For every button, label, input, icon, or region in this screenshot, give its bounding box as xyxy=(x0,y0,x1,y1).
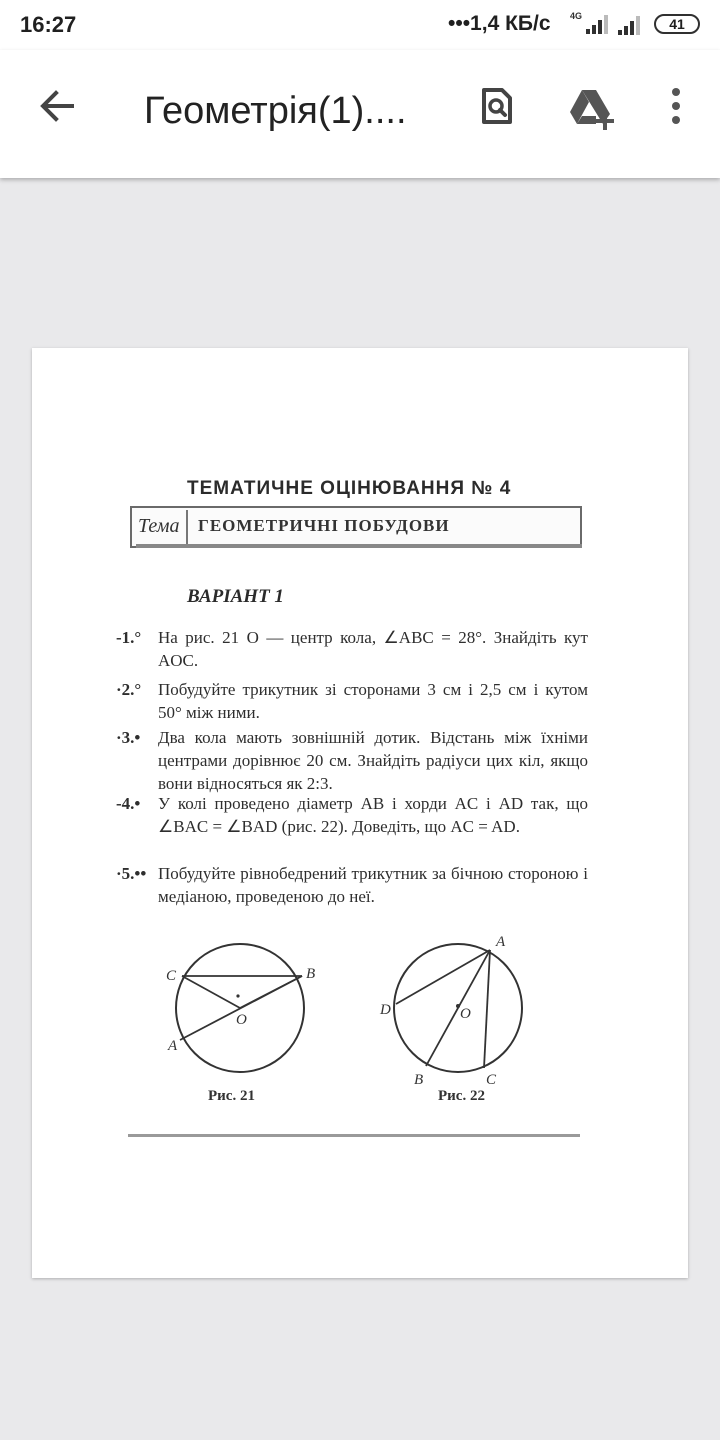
task-item xyxy=(116,792,586,861)
point-label: B xyxy=(414,1072,424,1088)
task-text: Два кола мають зовнішній дотик. Відстань між їхніми центрами дорівнює 20 см. Знайдіть радіуси цих кіл, якщо вони відносяться як 2:3. xyxy=(158,728,588,793)
task-item xyxy=(116,726,586,795)
figure-22 xyxy=(378,928,538,1088)
task-number: ·5.•• xyxy=(116,864,147,883)
variant-heading: ВАРІАНТ 1 xyxy=(187,586,284,607)
task-text: Побудуйте рівнобедрений трикутник за бічною стороною і медіаною, проведеною до неї. xyxy=(158,864,588,906)
page-heading: ТЕМАТИЧНЕ ОЦІНЮВАННЯ № 4 xyxy=(187,478,512,499)
document-title: Геометрія(1).... xyxy=(144,90,407,132)
task-number: ·3.• xyxy=(116,728,141,747)
signal-icon xyxy=(616,12,646,36)
status-network-speed: •••1,4 КБ/с xyxy=(448,12,551,35)
app-bar xyxy=(0,50,720,178)
topic-value: ГЕОМЕТРИЧНІ ПОБУДОВИ xyxy=(198,516,450,535)
signal-4g-icon xyxy=(568,10,610,36)
topic-box-shadow xyxy=(136,544,582,548)
network-type-label: 4G xyxy=(570,11,583,21)
document-page[interactable] xyxy=(32,348,688,1278)
point-label: A xyxy=(168,1038,178,1054)
point-label: O xyxy=(460,1006,471,1022)
status-bar xyxy=(0,0,720,50)
task-number: -4.• xyxy=(116,794,141,813)
point-label: B xyxy=(306,966,316,982)
battery-level: 41 xyxy=(669,16,685,32)
task-text: Побудуйте трикутник зі сторонами 3 см і 2,5 см і кутом 50° між ними. xyxy=(158,680,588,722)
point-label: C xyxy=(166,968,177,984)
topic-label: Тема xyxy=(138,515,180,537)
point-label: O xyxy=(236,1012,247,1028)
point-label: C xyxy=(486,1072,497,1088)
status-time: 16:27 xyxy=(20,12,77,37)
battery-icon xyxy=(654,14,700,34)
task-item xyxy=(116,626,586,672)
figure-21-caption: Рис. 21 xyxy=(208,1088,255,1104)
add-to-drive-icon[interactable] xyxy=(562,78,618,134)
task-text: На рис. 21 O — центр кола, ∠ABC = 28°. Знайдіть кут AOC. xyxy=(158,628,588,670)
task-text: У колі проведено діаметр AB і хорди AC і AD так, що ∠BAC = ∠BAD (рис. 22). Доведіть, що AC = AD. xyxy=(158,794,588,836)
figure-22-caption: Рис. 22 xyxy=(438,1088,485,1104)
search-document-icon[interactable] xyxy=(468,78,524,134)
topic-divider xyxy=(186,510,188,544)
task-number: ·2.° xyxy=(116,680,142,699)
back-arrow-icon[interactable] xyxy=(30,78,86,134)
point-label: A xyxy=(496,934,506,950)
figure-21 xyxy=(160,934,320,1084)
point-label: D xyxy=(380,1002,391,1018)
task-number: -1.° xyxy=(116,628,142,647)
topic-box xyxy=(130,506,582,548)
bottom-rule xyxy=(128,1134,580,1137)
task-item xyxy=(116,678,586,724)
task-item xyxy=(116,862,586,908)
more-vertical-icon[interactable] xyxy=(648,78,704,134)
